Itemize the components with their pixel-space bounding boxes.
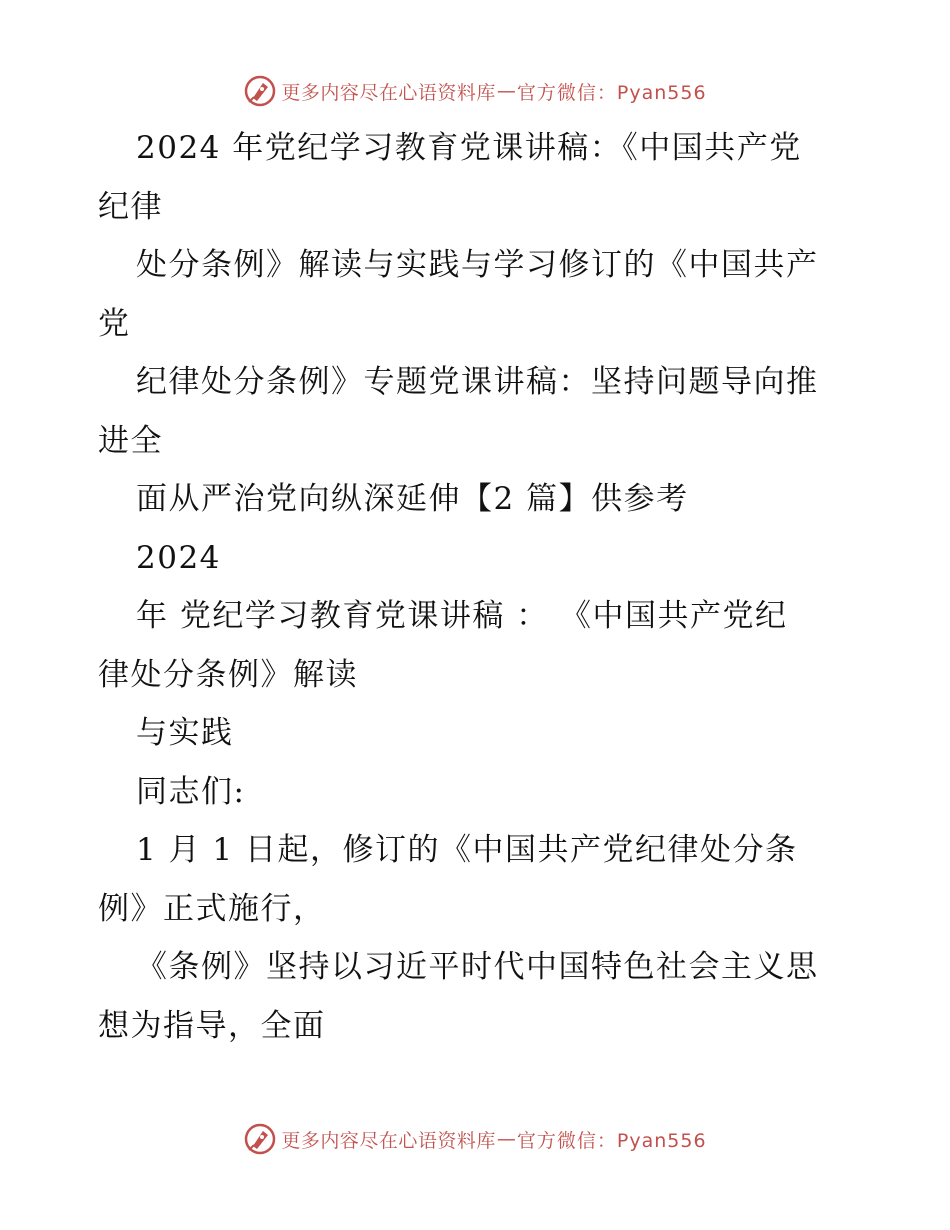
doc-line: 纪律处分条例》专题党课讲稿：坚持问题导向推 bbox=[136, 364, 819, 400]
doc-line: 面从严治党向纵深延伸【2 篇】供参考 bbox=[136, 481, 689, 517]
watermark-text: 更多内容尽在心语资料库 bbox=[281, 1129, 496, 1152]
doc-line: 与实践 bbox=[136, 715, 234, 751]
pen-nib-circle-icon bbox=[243, 74, 277, 108]
doc-line: 纪律 bbox=[98, 188, 163, 225]
doc-line: 党 bbox=[98, 305, 131, 342]
footer-watermark bbox=[0, 1119, 950, 1159]
doc-line: 年 党纪学习教育党课讲稿 ： 《中国共产党纪 bbox=[136, 598, 788, 634]
watermark-text: 更多内容尽在心语资料库 bbox=[281, 81, 496, 104]
doc-line: 想为指导，全面 bbox=[98, 1007, 326, 1044]
doc-line: 进全 bbox=[98, 422, 163, 459]
watermark-dash: — bbox=[496, 1128, 516, 1150]
doc-line: 《条例》坚持以习近平时代中国特色社会主义思 bbox=[136, 949, 819, 985]
doc-line: 例》正式施行， bbox=[98, 890, 326, 927]
doc-line: 律处分条例》解读 bbox=[98, 656, 358, 693]
doc-line: 同志们: bbox=[136, 773, 246, 810]
doc-line: 处分条例》解读与实践与学习修订的《中国共产 bbox=[136, 247, 819, 283]
doc-line: 1 月 1 日起，修订的《中国共产党纪律处分条 bbox=[136, 832, 798, 868]
doc-line: 2024 年党纪学习教育党课讲稿：《中国共产党 bbox=[136, 130, 802, 166]
doc-line: 2024 bbox=[136, 539, 221, 576]
pen-nib-circle-icon bbox=[243, 1122, 277, 1156]
watermark-wechat: 官方微信：Pyan556 bbox=[516, 1129, 707, 1152]
header-watermark bbox=[0, 71, 950, 111]
document-body bbox=[98, 119, 868, 1055]
watermark-dash: — bbox=[496, 80, 516, 102]
watermark-wechat: 官方微信：Pyan556 bbox=[516, 81, 707, 104]
